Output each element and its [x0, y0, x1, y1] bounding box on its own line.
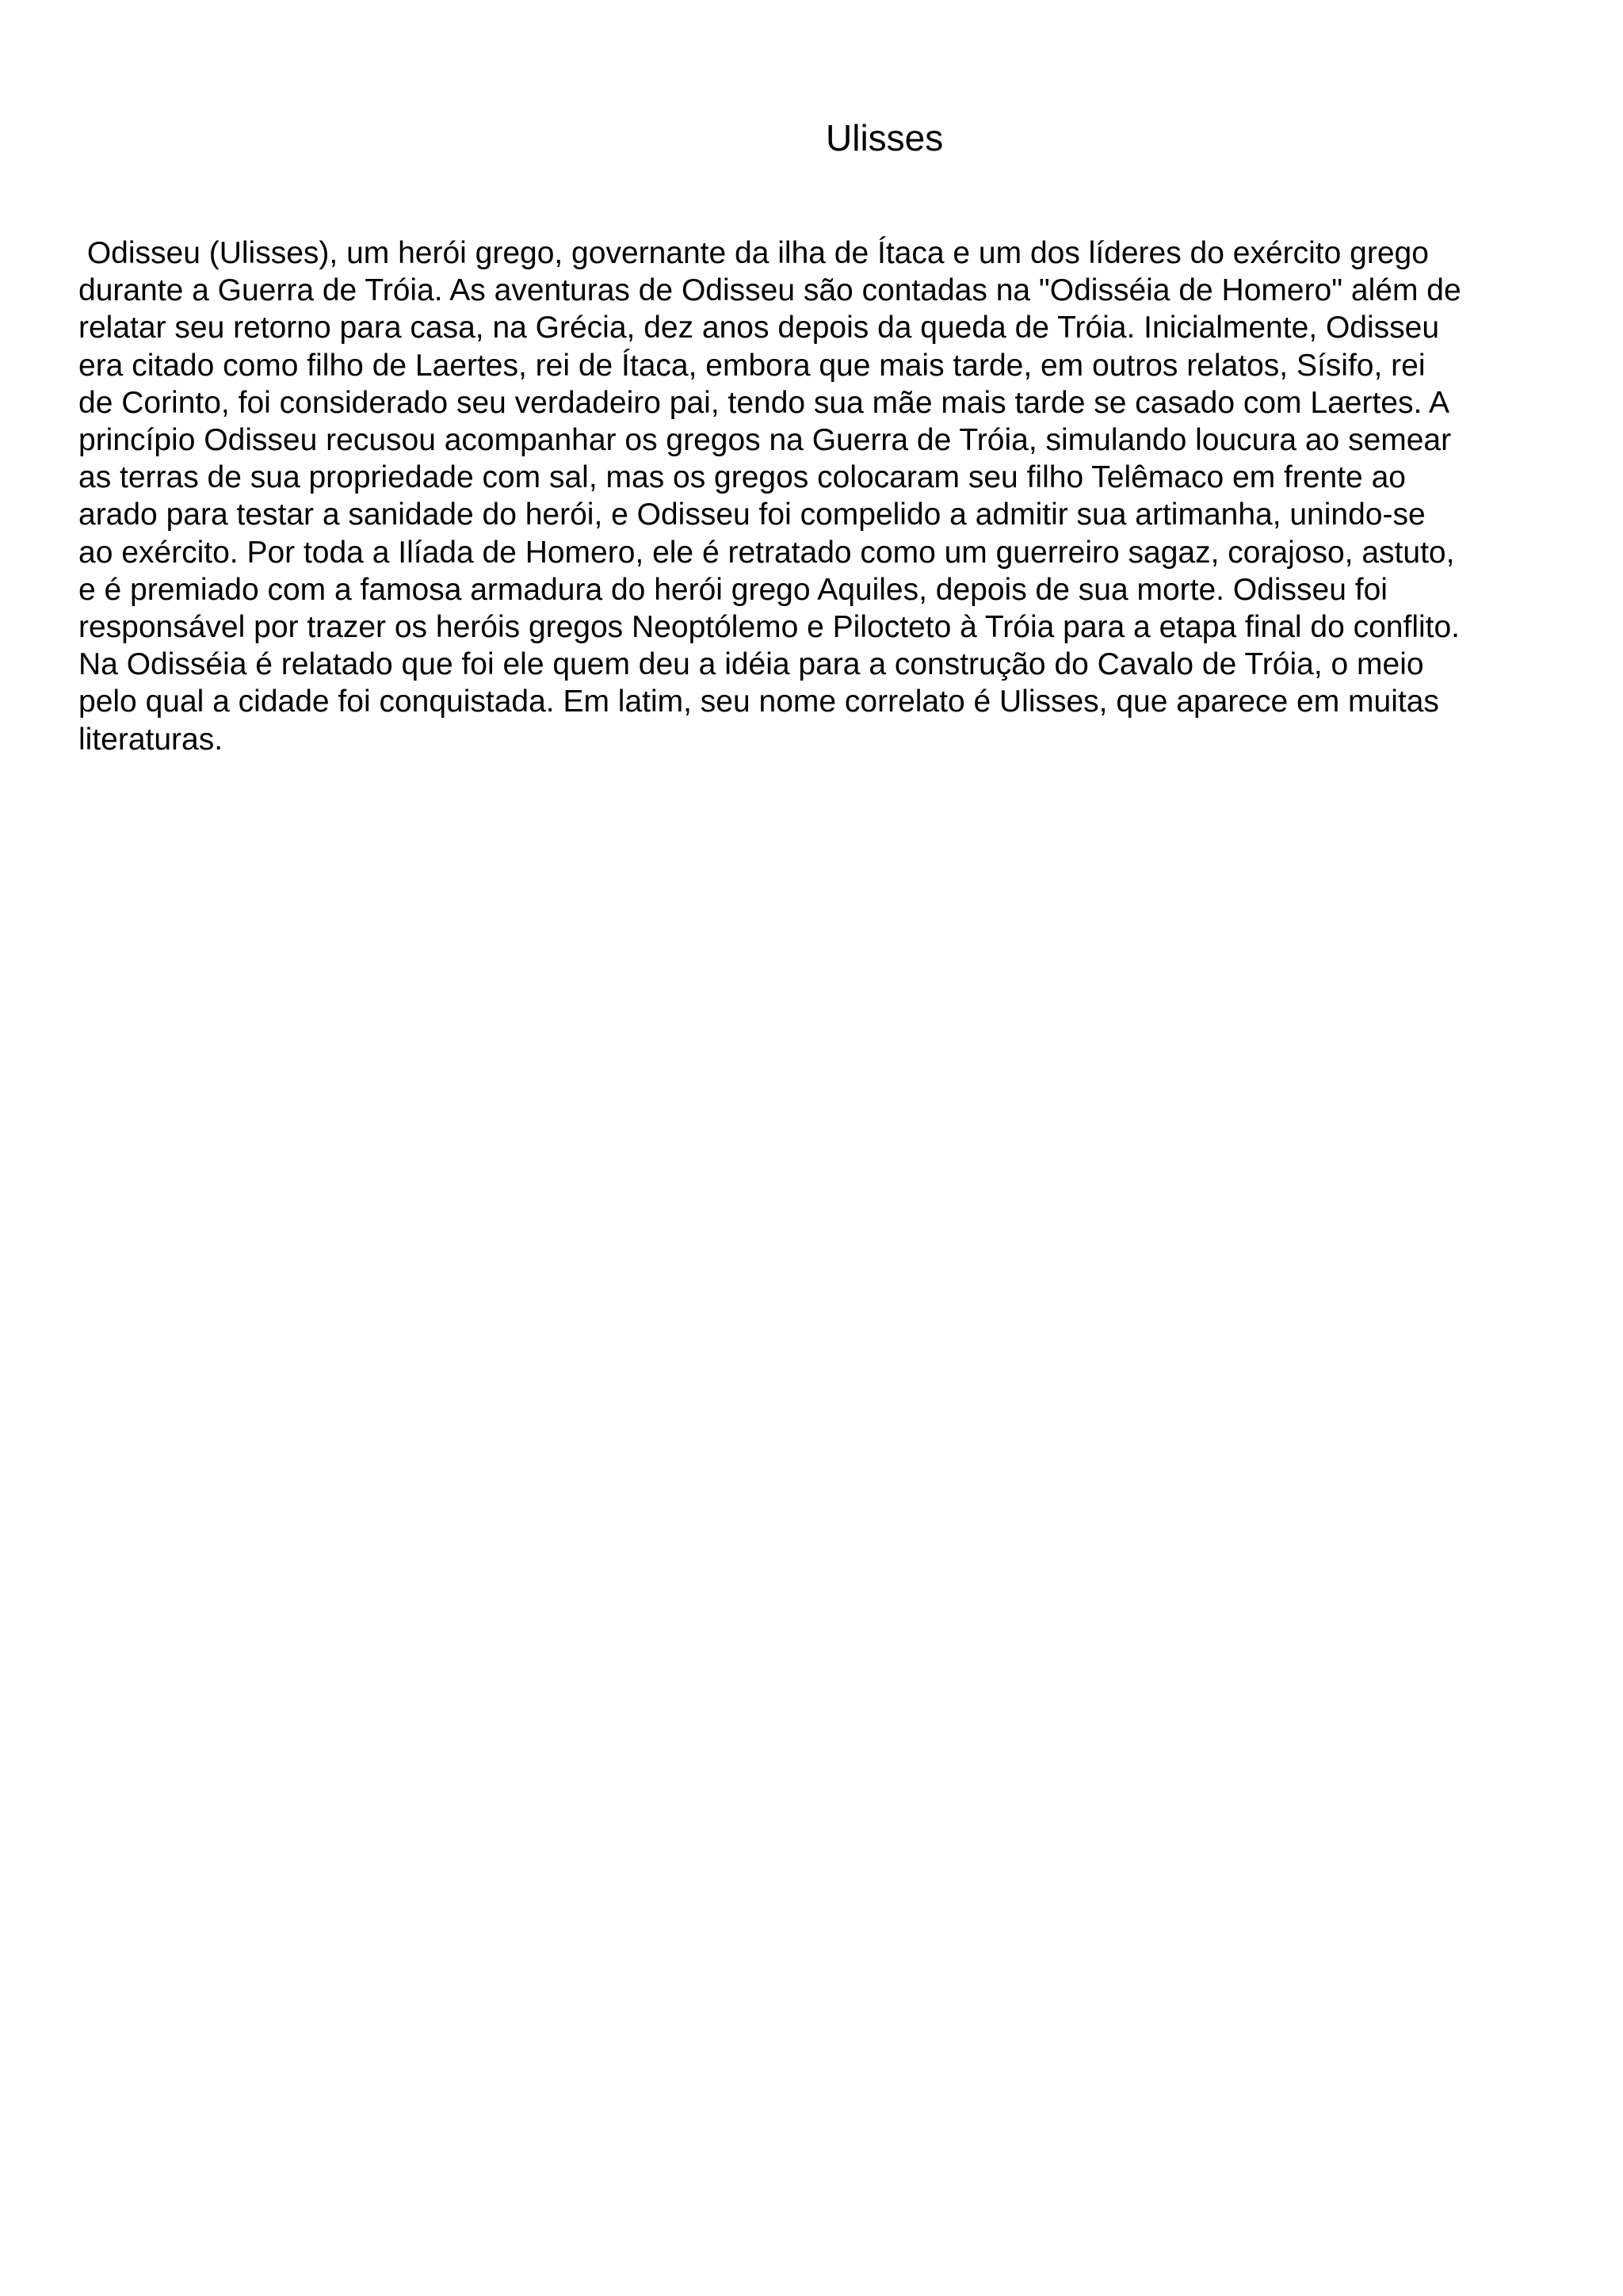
paragraph-line: e é premiado com a famosa armadura do herói grego Aquiles, depois de sua morte. Odisseu foi [78, 572, 1388, 607]
paragraph-line: relatar seu retorno para casa, na Grécia, dez anos depois da queda de Tróia. Inicialmente, Odisseu [78, 311, 1440, 345]
paragraph-line: pelo qual a cidade foi conquistada. Em latim, seu nome correlato é Ulisses, que aparece em muitas [78, 685, 1439, 719]
paragraph-line: arado para testar a sanidade do herói, e Odisseu foi compelido a admitir sua artimanha, unindo-se [78, 498, 1426, 532]
paragraph-line: de Corinto, foi considerado seu verdadeiro pai, tendo sua mãe mais tarde se casado com Laertes. A [78, 385, 1449, 420]
paragraph-line: Odisseu (Ulisses), um herói grego, governante da ilha de Ítaca e um dos líderes do exército grego [78, 236, 1429, 270]
page-title: Ulisses [826, 117, 944, 158]
paragraph-line: princípio Odisseu recusou acompanhar os gregos na Guerra de Tróia, simulando loucura ao semear [78, 423, 1452, 458]
body-paragraph [0, 235, 1623, 758]
paragraph-line: durante a Guerra de Tróia. As aventuras de Odisseu são contadas na "Odisséia de Homero" além de [78, 273, 1461, 308]
paragraph-line: literaturas. [78, 722, 223, 757]
paragraph-line: responsável por trazer os heróis gregos Neoptólemo e Pilocteto à Tróia para a etapa final do conflito. [78, 610, 1461, 645]
paragraph-line: Na Odisséia é relatado que foi ele quem deu a idéia para a construção do Cavalo de Tróia, o meio [78, 647, 1424, 682]
paragraph-line: era citado como filho de Laertes, rei de Ítaca, embora que mais tarde, em outros relatos, Sísifo, rei [78, 348, 1426, 383]
paragraph-line: ao exército. Por toda a Ilíada de Homero, ele é retratado como um guerreiro sagaz, corajoso, astuto, [78, 535, 1455, 570]
paragraph-line: as terras de sua propriedade com sal, mas os gregos colocaram seu filho Telêmaco em frente ao [78, 460, 1406, 495]
